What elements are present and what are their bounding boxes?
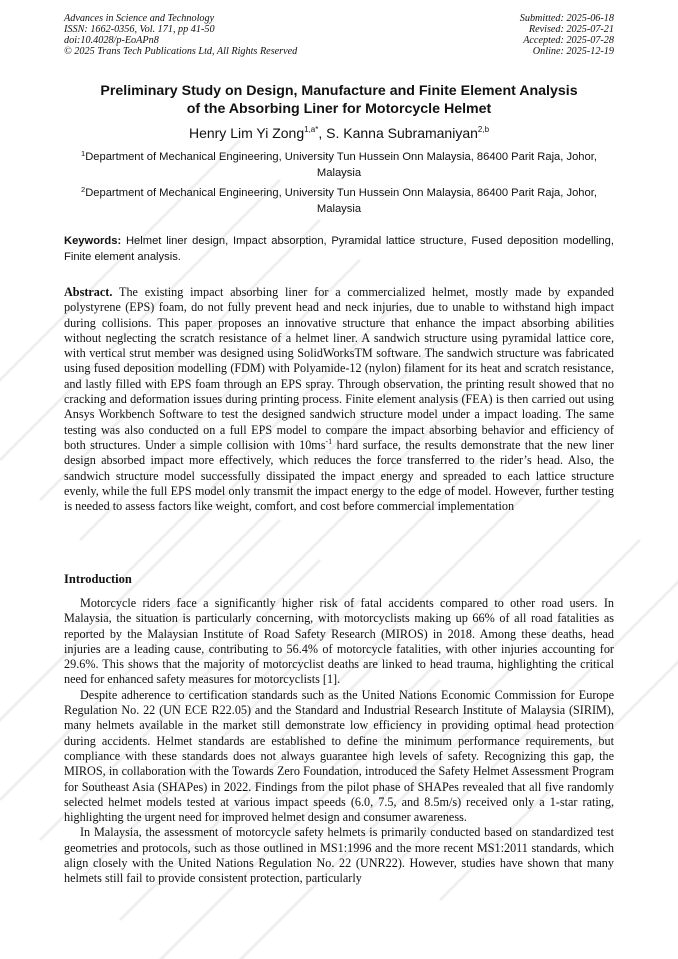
- title-line-2: of the Absorbing Liner for Motorcycle Helmet: [186, 101, 492, 117]
- affiliation-2: [64, 185, 614, 217]
- introduction-body: [64, 596, 614, 887]
- introduction-paragraph-3: In Malaysia, the assessment of motorcycle safety helmets is primarily conducted based on standardized test geometries and protocols, such as those outlined in MS1:1996 and the more recent MS1:2011 standards, which align closely with the United Nations Regulation No. 22 (UNR22). However, studies have shown that many helmets still fail to provide consistent protection, particularly: [64, 825, 614, 886]
- affiliation-1-mark: 1: [81, 149, 86, 158]
- online-date: Online: 2025-12-19: [532, 45, 614, 57]
- author-1-name: Henry Lim Yi Zong: [188, 125, 305, 141]
- affiliation-2-mark: 2: [81, 185, 86, 194]
- abstract: [64, 285, 614, 514]
- paper-title: [40, 82, 638, 118]
- affiliation-1-text: Department of Mechanical Engineering, University Tun Hussein Onn Malaysia, 86400 Parit Raja, Johor, Malaysia: [85, 151, 597, 179]
- introduction-paragraph-2: Despite adherence to certification standards such as the United Nations Economic Commission for Europe Regulation No. 22 (UN ECE R22.05) and the Standard and Industrial Research Institute of Malaysia (SIRIM), many helmets available in the market still demonstrate low efficiency in providing optimal head protection during accidents. Helmet standards are established to define the minimum performance requirements, but compliance with these standards does not always guarantee high levels of safety. Recognizing this gap, the MIROS, in collaboration with the Towards Zero Foundation, introduced the Safety Helmet Assessment Program for Southeast Asia (SHAPes) in 2022. Findings from the pilot phase of SHAPes revealed that all five randomly selected helmet models tested at various impact speeds (6.0, 7.5, and 8.5m/s) received only a 1-star rating, highlighting the urgent need for improved helmet design and consumer awareness.: [64, 687, 614, 825]
- introduction-paragraph-1: Motorcycle riders face a significantly higher risk of fatal accidents compared to other road users. In Malaysia, the situation is particularly concerning, with motorcyclists making up 66% of all road fatalities as reported by the Malaysian Institute of Road Safety Research (MIROS) in 2018. Among these deaths, head injuries are a leading cause, contributing to 56.4% of motorcycle fatalities, with other injuries accounting for 29.6%. This shows that the majority of motorcyclist deaths are linked to head trauma, highlighting the critical need for enhanced safety measures for motorcyclists [1].: [64, 596, 614, 687]
- author-2-affiliation-mark: 2,b: [477, 125, 490, 134]
- affiliation-2-text: Department of Mechanical Engineering, University Tun Hussein Onn Malaysia, 86400 Parit Raja, Johor, Malaysia: [85, 187, 597, 215]
- abstract-text-part-2: hard surface, the results demonstrate that the new liner design absorbed impact more effectively, which reduces the force transferred to the rider’s head. Also, the sandwich structure model successfully dissipated the impact energy and spreaded to each lattice structure evenly, while the full EPS model only transmit the impact energy to the edge of model. However, further testing is needed to assess factors like weight, comfort, and cost before commercial implementation: [64, 437, 614, 514]
- doi: doi:10.4028/p-EoAPn8: [64, 34, 159, 46]
- publication-dates: [520, 14, 614, 58]
- title-line-1: Preliminary Study on Design, Manufacture and Finite Element Analysis: [100, 83, 578, 99]
- journal-name: Advances in Science and Technology: [64, 13, 215, 24]
- abstract-label: Abstract.: [64, 285, 113, 299]
- author-list: [40, 124, 638, 142]
- author-2-name: S. Kanna Subramaniyan: [326, 125, 478, 141]
- abstract-text-part-1: The existing impact absorbing liner for a commercialized helmet, mostly made by expanded polystyrene (EPS) foam, do not fully prevent head and neck injuries, due to unable to withstand high impact during collisions. This paper proposes an innovative structure that enhance the impact absorbing abilities without neglecting the scratch resistance of a helmet liner. A sandwich structure using pyramidal lattice core, with vertical strut member was designed using SolidWorksTM software. The sandwich structure was fabricated using fused deposition modelling (FDM) with Polyamide-12 (nylon) filament for its heat and scratch resistance, and lastly filled with EPS foam through an EPS spray. Through observation, the printing result showed that no cracking and deformation issues during printing process. Finite element analysis (FEA) is then carried out using Ansys Workbench Software to test the designed sandwich structure model under a impact loading. The same testing was also conducted on a full EPS model to compare the impact absorbing behavior and efficiency of both structures. Under a simple collision with 10ms: [64, 285, 614, 452]
- journal-info: [64, 14, 297, 58]
- revised-date: Revised: 2025-07-21: [528, 23, 614, 35]
- introduction-heading: Introduction: [64, 572, 132, 586]
- author-separator: ,: [318, 125, 327, 141]
- accepted-date: Accepted: 2025-07-28: [523, 34, 614, 46]
- submitted-date: Submitted: 2025-06-18: [519, 13, 614, 24]
- affiliation-1: [64, 149, 614, 181]
- keywords-text: Helmet liner design, Impact absorption, Pyramidal lattice structure, Fused deposition modelling, Finite element analysis.: [64, 235, 614, 263]
- author-1-affiliation-mark: 1,a*: [304, 125, 319, 134]
- copyright: © 2025 Trans Tech Publications Ltd, All Rights Reserved: [64, 45, 298, 57]
- abstract-superscript: -1: [325, 436, 333, 446]
- keywords: [64, 234, 614, 265]
- keywords-label: Keywords:: [64, 235, 122, 247]
- issn-volume: ISSN: 1662-0356, Vol. 171, pp 41-50: [64, 23, 215, 35]
